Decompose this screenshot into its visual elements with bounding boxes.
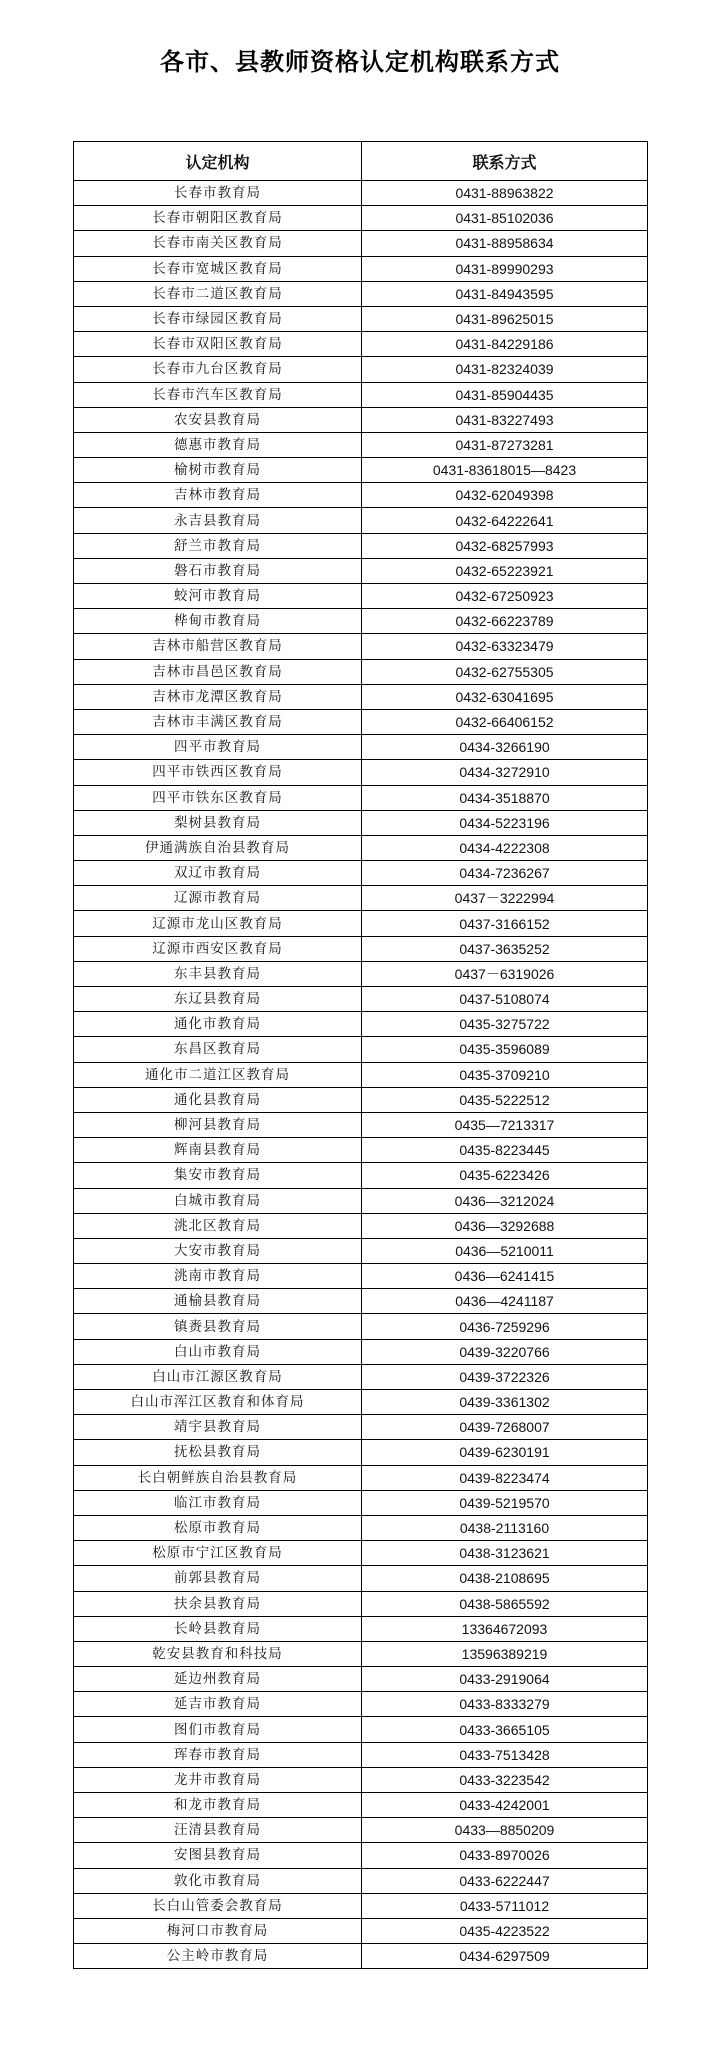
organization-cell: 桦甸市教育局 — [74, 609, 362, 634]
organization-cell: 图们市教育局 — [74, 1717, 362, 1742]
organization-cell: 东辽县教育局 — [74, 987, 362, 1012]
contact-cell: 0434-3518870 — [362, 785, 648, 810]
contact-cell: 0435-5222512 — [362, 1087, 648, 1112]
organization-cell: 汪清县教育局 — [74, 1818, 362, 1843]
organization-cell: 通化市二道江区教育局 — [74, 1062, 362, 1087]
table-row — [74, 1717, 648, 1742]
organization-cell: 安图县教育局 — [74, 1843, 362, 1868]
contact-cell: 0434-4222308 — [362, 835, 648, 860]
organization-cell: 吉林市昌邑区教育局 — [74, 659, 362, 684]
table-row — [74, 1541, 648, 1566]
contact-cell: 0434-5223196 — [362, 810, 648, 835]
organization-cell: 和龙市教育局 — [74, 1793, 362, 1818]
contact-cell: 0431-83227493 — [362, 407, 648, 432]
organization-cell: 松原市教育局 — [74, 1515, 362, 1540]
organization-cell: 梨树县教育局 — [74, 810, 362, 835]
table-row — [74, 206, 648, 231]
organization-cell: 吉林市龙潭区教育局 — [74, 684, 362, 709]
table-row — [74, 735, 648, 760]
page-title: 各市、县教师资格认定机构联系方式 — [160, 48, 560, 76]
contact-cell: 0432-64222641 — [362, 508, 648, 533]
organization-cell: 白山市浑江区教育和体育局 — [74, 1390, 362, 1415]
contact-cell: 0432-63323479 — [362, 634, 648, 659]
contact-cell: 0436-7259296 — [362, 1314, 648, 1339]
table-row — [74, 1314, 648, 1339]
organization-cell: 通化县教育局 — [74, 1087, 362, 1112]
organization-cell: 四平市铁东区教育局 — [74, 785, 362, 810]
table-row — [74, 709, 648, 734]
table-row — [74, 1742, 648, 1767]
table-row — [74, 1868, 648, 1893]
table-row — [74, 332, 648, 357]
contact-cell: 0433-3665105 — [362, 1717, 648, 1742]
organization-cell: 柳河县教育局 — [74, 1112, 362, 1137]
table-row — [74, 1793, 648, 1818]
contact-cell: 0439-6230191 — [362, 1440, 648, 1465]
contact-cell: 0436—5210011 — [362, 1238, 648, 1263]
table-row — [74, 458, 648, 483]
table-row — [74, 1918, 648, 1943]
table-row — [74, 483, 648, 508]
contact-cell: 0434-3272910 — [362, 760, 648, 785]
table-row — [74, 432, 648, 457]
contact-cell: 0433-6222447 — [362, 1868, 648, 1893]
table-row — [74, 357, 648, 382]
table-row — [74, 1264, 648, 1289]
table-row — [74, 961, 648, 986]
contact-cell: 0434-3266190 — [362, 735, 648, 760]
organization-cell: 长春市南关区教育局 — [74, 231, 362, 256]
contact-cell: 0438-5865592 — [362, 1591, 648, 1616]
contact-cell: 0439-8223474 — [362, 1465, 648, 1490]
organization-cell: 双辽市教育局 — [74, 861, 362, 886]
organization-cell: 榆树市教育局 — [74, 458, 362, 483]
contact-cell: 0432-66223789 — [362, 609, 648, 634]
table-row — [74, 1818, 648, 1843]
table-row — [74, 382, 648, 407]
table-row — [74, 1037, 648, 1062]
organization-cell: 伊通满族自治县教育局 — [74, 835, 362, 860]
table-row — [74, 1591, 648, 1616]
table-row — [74, 306, 648, 331]
table-row — [74, 558, 648, 583]
organization-cell: 乾安县教育和科技局 — [74, 1641, 362, 1666]
contact-cell: 0431-89625015 — [362, 306, 648, 331]
table-row — [74, 281, 648, 306]
organization-cell: 四平市教育局 — [74, 735, 362, 760]
table-row — [74, 181, 648, 206]
contact-cell: 0431-85102036 — [362, 206, 648, 231]
contact-cell: 0435-3709210 — [362, 1062, 648, 1087]
organization-cell: 吉林市丰满区教育局 — [74, 709, 362, 734]
contact-cell: 0439-3220766 — [362, 1339, 648, 1364]
contact-cell: 0432-68257993 — [362, 533, 648, 558]
organization-cell: 吉林市教育局 — [74, 483, 362, 508]
table-row — [74, 1289, 648, 1314]
organization-cell: 通榆县教育局 — [74, 1289, 362, 1314]
table-row — [74, 1012, 648, 1037]
table-row — [74, 684, 648, 709]
contact-cell: 0435—7213317 — [362, 1112, 648, 1137]
table-row — [74, 785, 648, 810]
table-row — [74, 1616, 648, 1641]
organization-cell: 洮北区教育局 — [74, 1213, 362, 1238]
contact-cell: 0438-2113160 — [362, 1515, 648, 1540]
table-row — [74, 1112, 648, 1137]
organization-cell: 临江市教育局 — [74, 1490, 362, 1515]
contact-cell: 0434-7236267 — [362, 861, 648, 886]
organization-cell: 白城市教育局 — [74, 1188, 362, 1213]
organization-cell: 珲春市教育局 — [74, 1742, 362, 1767]
contact-cell: 0432-62755305 — [362, 659, 648, 684]
table-row — [74, 407, 648, 432]
organization-cell: 龙井市教育局 — [74, 1767, 362, 1792]
contact-cell: 0439-3722326 — [362, 1364, 648, 1389]
table-row — [74, 256, 648, 281]
organization-cell: 辽源市龙山区教育局 — [74, 911, 362, 936]
table-row — [74, 1390, 648, 1415]
table-row — [74, 1767, 648, 1792]
contact-cell: 0436—3212024 — [362, 1188, 648, 1213]
contact-cell: 0431-85904435 — [362, 382, 648, 407]
contact-table — [73, 141, 648, 1969]
contact-cell: 0433-7513428 — [362, 1742, 648, 1767]
table-row — [74, 1843, 648, 1868]
contact-cell: 0433-4242001 — [362, 1793, 648, 1818]
contact-cell: 0431-89990293 — [362, 256, 648, 281]
contact-cell: 0432-62049398 — [362, 483, 648, 508]
organization-cell: 集安市教育局 — [74, 1163, 362, 1188]
organization-cell: 长春市教育局 — [74, 181, 362, 206]
table-row — [74, 1641, 648, 1666]
contact-cell: 0431-83618015—8423 — [362, 458, 648, 483]
organization-cell: 辽源市教育局 — [74, 886, 362, 911]
table-row — [74, 936, 648, 961]
organization-cell: 长岭县教育局 — [74, 1616, 362, 1641]
table-row — [74, 1339, 648, 1364]
contact-cell: 13596389219 — [362, 1641, 648, 1666]
contact-cell: 0437-3635252 — [362, 936, 648, 961]
organization-cell: 农安县教育局 — [74, 407, 362, 432]
table-row — [74, 911, 648, 936]
table-row — [74, 1213, 648, 1238]
table-row — [74, 1490, 648, 1515]
table-row — [74, 987, 648, 1012]
organization-cell: 蛟河市教育局 — [74, 584, 362, 609]
organization-cell: 通化市教育局 — [74, 1012, 362, 1037]
organization-cell: 长春市绿园区教育局 — [74, 306, 362, 331]
table-row — [74, 1692, 648, 1717]
contact-cell: 0437－3222994 — [362, 886, 648, 911]
table-row — [74, 533, 648, 558]
table-row — [74, 835, 648, 860]
table-row — [74, 1440, 648, 1465]
contact-cell: 0435-6223426 — [362, 1163, 648, 1188]
table-row — [74, 1566, 648, 1591]
contact-cell: 0431-88958634 — [362, 231, 648, 256]
contact-cell: 0437－6319026 — [362, 961, 648, 986]
table-row — [74, 1515, 648, 1540]
table-row — [74, 1138, 648, 1163]
table-row — [74, 886, 648, 911]
organization-cell: 东昌区教育局 — [74, 1037, 362, 1062]
organization-cell: 长春市宽城区教育局 — [74, 256, 362, 281]
organization-cell: 东丰县教育局 — [74, 961, 362, 986]
contact-cell: 0432-66406152 — [362, 709, 648, 734]
organization-cell: 靖宇县教育局 — [74, 1415, 362, 1440]
contact-cell: 0439-5219570 — [362, 1490, 648, 1515]
contact-cell: 0433-8333279 — [362, 1692, 648, 1717]
table-row — [74, 659, 648, 684]
organization-cell: 延边州教育局 — [74, 1667, 362, 1692]
organization-cell: 长春市双阳区教育局 — [74, 332, 362, 357]
table-row — [74, 1238, 648, 1263]
table-row — [74, 508, 648, 533]
contact-cell: 0433-8970026 — [362, 1843, 648, 1868]
organization-cell: 梅河口市教育局 — [74, 1918, 362, 1943]
contact-cell: 0432-67250923 — [362, 584, 648, 609]
table-row — [74, 1944, 648, 1969]
contact-cell: 0436—6241415 — [362, 1264, 648, 1289]
organization-cell: 扶余县教育局 — [74, 1591, 362, 1616]
contact-cell: 0437-5108074 — [362, 987, 648, 1012]
organization-cell: 永吉县教育局 — [74, 508, 362, 533]
contact-cell: 0439-3361302 — [362, 1390, 648, 1415]
contact-cell: 0433-2919064 — [362, 1667, 648, 1692]
contact-cell: 0431-88963822 — [362, 181, 648, 206]
organization-cell: 德惠市教育局 — [74, 432, 362, 457]
column-header-contact: 联系方式 — [362, 142, 648, 181]
contact-cell: 0437-3166152 — [362, 911, 648, 936]
contact-cell: 0435-3275722 — [362, 1012, 648, 1037]
organization-cell: 白山市教育局 — [74, 1339, 362, 1364]
contact-cell: 0436—4241187 — [362, 1289, 648, 1314]
organization-cell: 长春市朝阳区教育局 — [74, 206, 362, 231]
organization-cell: 长春市九台区教育局 — [74, 357, 362, 382]
table-row — [74, 1163, 648, 1188]
organization-cell: 吉林市船营区教育局 — [74, 634, 362, 659]
table-row — [74, 1188, 648, 1213]
organization-cell: 磐石市教育局 — [74, 558, 362, 583]
organization-cell: 镇赉县教育局 — [74, 1314, 362, 1339]
contact-cell: 0431-84229186 — [362, 332, 648, 357]
table-row — [74, 231, 648, 256]
organization-cell: 辉南县教育局 — [74, 1138, 362, 1163]
table-row — [74, 609, 648, 634]
table-row — [74, 1667, 648, 1692]
table-row — [74, 1087, 648, 1112]
table-row — [74, 1893, 648, 1918]
contact-cell: 0432-65223921 — [362, 558, 648, 583]
organization-cell: 洮南市教育局 — [74, 1264, 362, 1289]
table-header-row — [74, 142, 648, 181]
contact-cell: 13364672093 — [362, 1616, 648, 1641]
organization-cell: 辽源市西安区教育局 — [74, 936, 362, 961]
contact-cell: 0432-63041695 — [362, 684, 648, 709]
contact-cell: 0431-87273281 — [362, 432, 648, 457]
table-body — [74, 181, 648, 1969]
contact-cell: 0433-3223542 — [362, 1767, 648, 1792]
table-row — [74, 1415, 648, 1440]
organization-cell: 松原市宁江区教育局 — [74, 1541, 362, 1566]
table-row — [74, 1465, 648, 1490]
organization-cell: 四平市铁西区教育局 — [74, 760, 362, 785]
table-row — [74, 634, 648, 659]
organization-cell: 长春市二道区教育局 — [74, 281, 362, 306]
column-header-organization: 认定机构 — [74, 142, 362, 181]
organization-cell: 白山市江源区教育局 — [74, 1364, 362, 1389]
contact-cell: 0438-2108695 — [362, 1566, 648, 1591]
organization-cell: 大安市教育局 — [74, 1238, 362, 1263]
contact-cell: 0433—8850209 — [362, 1818, 648, 1843]
table-row — [74, 861, 648, 886]
organization-cell: 长白山管委会教育局 — [74, 1893, 362, 1918]
organization-cell: 长春市汽车区教育局 — [74, 382, 362, 407]
contact-cell: 0433-5711012 — [362, 1893, 648, 1918]
organization-cell: 敦化市教育局 — [74, 1868, 362, 1893]
organization-cell: 舒兰市教育局 — [74, 533, 362, 558]
contact-cell: 0439-7268007 — [362, 1415, 648, 1440]
contact-cell: 0435-3596089 — [362, 1037, 648, 1062]
organization-cell: 延吉市教育局 — [74, 1692, 362, 1717]
organization-cell: 公主岭市教育局 — [74, 1944, 362, 1969]
organization-cell: 长白朝鲜族自治县教育局 — [74, 1465, 362, 1490]
table-row — [74, 760, 648, 785]
table-row — [74, 584, 648, 609]
contact-cell: 0434-6297509 — [362, 1944, 648, 1969]
contact-cell: 0438-3123621 — [362, 1541, 648, 1566]
contact-cell: 0431-82324039 — [362, 357, 648, 382]
contact-cell: 0436—3292688 — [362, 1213, 648, 1238]
contact-cell: 0435-4223522 — [362, 1918, 648, 1943]
table-row — [74, 1062, 648, 1087]
table-row — [74, 810, 648, 835]
contact-cell: 0435-8223445 — [362, 1138, 648, 1163]
table-row — [74, 1364, 648, 1389]
organization-cell: 抚松县教育局 — [74, 1440, 362, 1465]
contact-cell: 0431-84943595 — [362, 281, 648, 306]
organization-cell: 前郭县教育局 — [74, 1566, 362, 1591]
